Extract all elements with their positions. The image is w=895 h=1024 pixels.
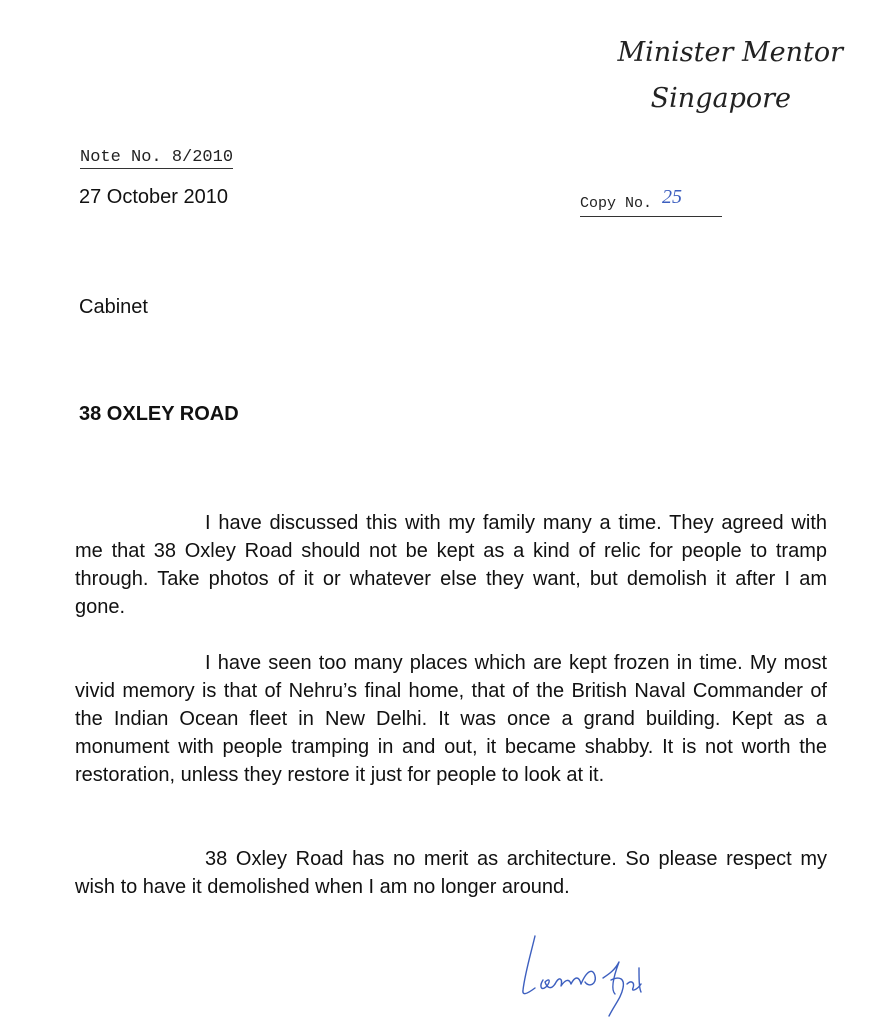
- subject-heading: 38 OXLEY ROAD: [79, 403, 239, 425]
- letterhead-country: Singapore: [650, 83, 791, 114]
- body-paragraph-3: [75, 845, 827, 901]
- letterhead-title: Minister Mentor: [617, 37, 843, 68]
- copy-number-field: [580, 186, 722, 217]
- body-paragraph-2: [75, 649, 827, 789]
- handwritten-signature-icon: [515, 928, 695, 1018]
- note-number: Note No. 8/2010: [80, 148, 234, 167]
- paragraph-text: 38 Oxley Road has no merit as architecture. So please respect my wish to have it demolished when I am no longer around.: [75, 848, 827, 898]
- note-date: 27 October 2010: [79, 186, 228, 208]
- letterhead: [617, 30, 843, 122]
- body-paragraph-1: [75, 509, 827, 621]
- paragraph-text: I have discussed this with my family many a time. They agreed with me that 38 Oxley Road should not be kept as a kind of relic for people to tramp through. Take photos of it or whatever else they want, but demolish it after I am gone.: [75, 512, 827, 618]
- copy-number-handwritten: 25: [662, 186, 683, 208]
- copy-label: Copy No.: [580, 195, 653, 212]
- recipient: Cabinet: [79, 296, 148, 318]
- paragraph-text: I have seen too many places which are kept frozen in time. My most vivid memory is that of Nehru’s final home, that of the British Naval Commander of the Indian Ocean fleet in New Delhi. It was once a grand building. Kept as a monument with people tramping in and out, it became shabby. It is not worth the restoration, unless they restore it just for people to look at it.: [75, 652, 827, 786]
